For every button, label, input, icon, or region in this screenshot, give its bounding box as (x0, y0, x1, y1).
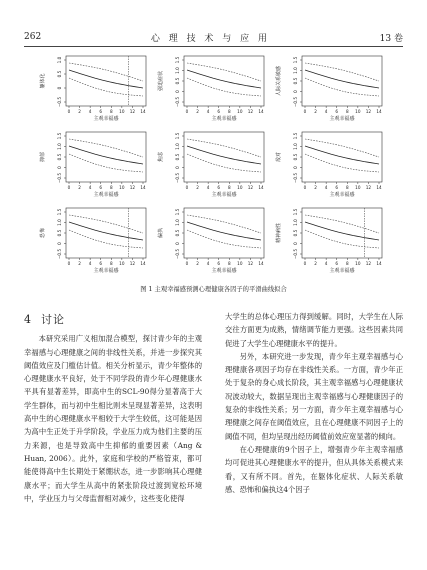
x-tick-label: 4 (324, 185, 328, 190)
paragraph: 另外，本研究进一步发现，青少年主观幸福感与心理健康各项因子均存在非线性关系。一方面，青少年正处于复杂的身心成长阶段，其主观幸福感与心理健康状况波动较大，数据呈现出主观幸福感与心理健康因子的复杂的非线性关系；另一方面，青少年主观幸福感与心理健康之间存在阈值效应，且在心理健康不同因子上的阈值不同，但均呈现出经历阈值前效应宽显著的倾向。 (225, 351, 403, 441)
x-tick-label: 14 (258, 185, 264, 190)
smoothing-curve-grid (36, 52, 391, 280)
y-tick-label: 1.5 (57, 208, 62, 216)
x-tick-label: 2 (196, 185, 199, 190)
y-tick-label: 0.5 (175, 77, 180, 85)
upper-ci-curve (187, 63, 261, 81)
x-tick-label: 8 (109, 185, 113, 190)
x-tick-label: 0 (185, 261, 189, 266)
upper-ci-curve (69, 215, 143, 233)
x-tick-label: 0 (185, 109, 189, 114)
x-tick-label: 8 (227, 261, 231, 266)
x-tick-label: 6 (217, 185, 221, 190)
y-tick-label: −0.5 (293, 96, 298, 108)
paragraph: 本研究采用广义相加混合模型，探讨青少年的主观幸福感与心理健康之间的非线性关系，并进一步探究其阈值效应及门槛估计值。相关分析显示，青少年整体的心理健康水平良好，处于不同学段的青少年心理健康水平具有显著差异，即高中生的SCL-90得分显著高于大学生群体，而与初中生相比则未呈现显著差异，这表明高中生的心理健康水平相较于大学生较低，这可能是因为高中生正处于升学阶段，学业压力成为他们主要的压力来源，也是导致高中生抑郁的重要因素（Ang & Huan, 2006）。此外，家庭和学校的严格管束，都可能使得高中生长期处于紧绷状态，进一步影响其心理健康水平；而大学生从高中的紧张阶段过渡到宽松环境中，学业压力与父母监督相对减少，这些变化使得 (24, 334, 202, 503)
x-tick-label: 8 (345, 185, 349, 190)
page-number: 262 (24, 32, 42, 42)
y-tick-label: 0 (293, 90, 298, 93)
panel-anxiety (157, 132, 264, 198)
x-tick-label: 6 (217, 261, 221, 266)
y-axis-label: 恐怖 (40, 227, 46, 239)
x-tick-label: 12 (247, 261, 254, 266)
x-axis-label: 主观幸福感 (211, 268, 237, 274)
fit-curve (69, 70, 143, 88)
y-axis-label: 偏执 (158, 227, 164, 239)
page-header (24, 30, 403, 44)
y-tick-label: 1.0 (175, 219, 180, 226)
section-number: 4 (24, 313, 32, 326)
y-tick-label: 1.0 (57, 219, 62, 226)
x-tick-label: 10 (119, 185, 125, 190)
x-tick-label: 14 (140, 109, 146, 114)
y-tick-label: −0.5 (57, 248, 62, 260)
y-axis-label: 焦虑 (158, 151, 164, 163)
y-tick-label: 0 (57, 242, 62, 245)
paragraph: 大学生的总体心理压力得到缓解。同时，大学生在人际交往方面更为成熟，情绪调节能力更强。这些因素共同促进了大学生心理健康水平的提升。 (225, 312, 403, 348)
x-tick-label: 4 (206, 109, 210, 114)
x-tick-label: 4 (206, 261, 210, 266)
x-tick-label: 14 (140, 185, 146, 190)
y-tick-label: −0.5 (293, 248, 298, 260)
fit-curve (187, 70, 261, 88)
x-tick-label: 14 (376, 109, 382, 114)
y-axis-label: 精神病性 (276, 222, 282, 244)
x-tick-label: 12 (365, 109, 372, 114)
x-tick-label: 8 (109, 261, 113, 266)
fit-curve (69, 222, 143, 240)
x-tick-label: 8 (109, 109, 113, 114)
y-axis-label: 躯体化 (40, 73, 46, 89)
x-tick-label: 0 (303, 109, 307, 114)
y-tick-label: 1.0 (57, 56, 62, 64)
x-tick-label: 10 (237, 109, 243, 114)
y-tick-label: 0 (175, 166, 180, 169)
x-axis-label: 主观幸福感 (329, 268, 355, 274)
x-tick-label: 4 (324, 261, 328, 266)
x-tick-label: 4 (324, 109, 328, 114)
x-axis-label: 主观幸福感 (211, 192, 237, 198)
x-tick-label: 0 (303, 185, 307, 190)
x-tick-label: 4 (206, 185, 210, 190)
upper-ci-curve (69, 63, 143, 81)
x-tick-label: 2 (196, 109, 199, 114)
x-tick-label: 6 (335, 109, 339, 114)
x-tick-label: 0 (185, 185, 189, 190)
x-tick-label: 10 (119, 261, 125, 266)
journal-title: 心 理 技 术 与 应 用 (150, 33, 271, 44)
y-tick-label: 0 (175, 90, 180, 93)
x-tick-label: 6 (217, 109, 221, 114)
x-tick-label: 6 (99, 261, 103, 266)
x-tick-label: 2 (78, 109, 81, 114)
y-axis-label: 强迫症状 (158, 70, 164, 92)
x-tick-label: 8 (345, 109, 349, 114)
y-tick-label: −0.5 (57, 172, 62, 184)
upper-ci-curve (187, 139, 261, 157)
panel-phobic (39, 208, 146, 274)
x-tick-label: 14 (258, 261, 264, 266)
x-tick-label: 12 (247, 109, 254, 114)
y-tick-label: 0.5 (57, 229, 62, 237)
y-axis-label: 抑郁 (40, 151, 46, 163)
y-tick-label: 0.5 (175, 229, 180, 237)
x-axis-label: 主观幸福感 (329, 192, 355, 198)
panel-interpersonal (275, 56, 382, 122)
upper-ci-curve (69, 139, 143, 157)
x-tick-label: 2 (314, 109, 317, 114)
x-tick-label: 2 (314, 261, 317, 266)
upper-ci-curve (305, 63, 379, 81)
x-tick-label: 14 (376, 185, 382, 190)
y-tick-label: 1.0 (57, 143, 62, 150)
y-tick-label: −0.5 (293, 172, 298, 184)
x-tick-label: 10 (355, 185, 361, 190)
x-tick-label: 6 (99, 109, 103, 114)
x-tick-label: 12 (365, 261, 372, 266)
y-tick-label: 1.0 (293, 143, 298, 150)
upper-ci-curve (305, 139, 379, 157)
y-tick-label: 1.5 (175, 208, 180, 216)
x-tick-label: 10 (355, 261, 361, 266)
x-axis-label: 主观幸福感 (93, 192, 119, 198)
figure-caption: 图 1 主观幸福感预测心理健康各因子的平滑曲线拟合 (140, 286, 287, 293)
x-tick-label: 12 (129, 185, 136, 190)
x-tick-label: 10 (237, 185, 243, 190)
paragraph: 在心理健康的9个因子上，增强青少年主观幸福感均可促进其心理健康水平的提升，但从具体关系模式来看，又有所不同。首先，在躯体化症状、人际关系敏感、恐怖和偏执这4个因子 (225, 444, 403, 494)
y-tick-label: 0.5 (293, 77, 298, 85)
panel-psychoticism (275, 208, 382, 274)
x-axis-label: 主观幸福感 (211, 116, 237, 122)
upper-ci-curve (305, 215, 379, 233)
panel-ocd (157, 56, 264, 122)
panel-somatization (39, 56, 146, 122)
panel-paranoid (157, 208, 264, 274)
x-tick-label: 14 (140, 261, 146, 266)
x-tick-label: 2 (196, 261, 199, 266)
x-axis-label: 主观幸福感 (93, 116, 119, 122)
x-tick-label: 10 (355, 109, 361, 114)
x-tick-label: 6 (335, 261, 339, 266)
y-tick-label: 0.5 (293, 153, 298, 161)
x-tick-label: 10 (237, 261, 243, 266)
x-tick-label: 2 (78, 261, 81, 266)
y-tick-label: 1.5 (175, 56, 180, 64)
header-rule (24, 46, 403, 47)
y-tick-label: 1.5 (293, 208, 298, 216)
x-tick-label: 0 (67, 109, 71, 114)
y-tick-label: 0 (57, 166, 62, 169)
fit-curve (305, 146, 379, 164)
x-tick-label: 0 (303, 261, 307, 266)
x-tick-label: 8 (227, 109, 231, 114)
y-tick-label: 1.5 (293, 56, 298, 64)
y-tick-label: 1.5 (175, 132, 180, 140)
y-tick-label: −0.5 (57, 96, 62, 108)
fit-curve (305, 70, 379, 88)
x-tick-label: 0 (67, 261, 71, 266)
x-tick-label: 14 (376, 261, 382, 266)
fit-curve (187, 146, 261, 164)
y-tick-label: −0.5 (175, 96, 180, 108)
y-tick-label: 0.5 (293, 229, 298, 237)
y-tick-label: 0 (293, 242, 298, 245)
x-tick-label: 4 (88, 109, 92, 114)
y-tick-label: 1.0 (175, 143, 180, 150)
y-tick-label: 1.5 (293, 132, 298, 140)
x-axis-label: 主观幸福感 (93, 268, 119, 274)
x-tick-label: 8 (227, 185, 231, 190)
figure-1 (36, 52, 391, 280)
x-axis-label: 主观幸福感 (329, 116, 355, 122)
panel-depression (39, 132, 146, 198)
x-tick-label: 2 (314, 185, 317, 190)
y-tick-label: −0.5 (175, 172, 180, 184)
right-column (225, 310, 403, 496)
y-tick-label: 1.0 (293, 219, 298, 226)
x-tick-label: 12 (129, 109, 136, 114)
fit-curve (305, 222, 379, 240)
x-tick-label: 8 (345, 261, 349, 266)
x-tick-label: 6 (99, 185, 103, 190)
section-heading (24, 313, 202, 326)
y-tick-label: −0.5 (175, 248, 180, 260)
y-tick-label: 1.5 (57, 132, 62, 140)
x-tick-label: 4 (88, 261, 92, 266)
y-axis-label: 敌对 (276, 151, 282, 163)
x-tick-label: 4 (88, 185, 92, 190)
y-tick-label: 0.5 (57, 153, 62, 161)
y-tick-label: 0 (57, 86, 62, 90)
left-column (24, 310, 202, 505)
y-axis-label: 人际关系敏感 (276, 65, 282, 97)
y-tick-label: 1.0 (175, 67, 180, 74)
y-tick-label: 0.5 (57, 70, 62, 78)
y-tick-label: 0.5 (175, 153, 180, 161)
x-tick-label: 12 (129, 261, 136, 266)
x-tick-label: 14 (258, 109, 264, 114)
volume-label: 13 卷 (379, 33, 403, 44)
x-tick-label: 10 (119, 109, 125, 114)
section-title: 讨论 (41, 313, 65, 326)
y-tick-label: 0 (175, 242, 180, 245)
fit-curve (187, 222, 261, 240)
panel-hostility (275, 132, 382, 198)
upper-ci-curve (187, 215, 261, 233)
x-tick-label: 12 (247, 185, 254, 190)
y-tick-label: 0 (293, 166, 298, 169)
x-tick-label: 0 (67, 185, 71, 190)
x-tick-label: 12 (365, 185, 372, 190)
fit-curve (69, 146, 143, 164)
x-tick-label: 2 (78, 185, 81, 190)
x-tick-label: 6 (335, 185, 339, 190)
y-tick-label: 1.0 (293, 67, 298, 74)
